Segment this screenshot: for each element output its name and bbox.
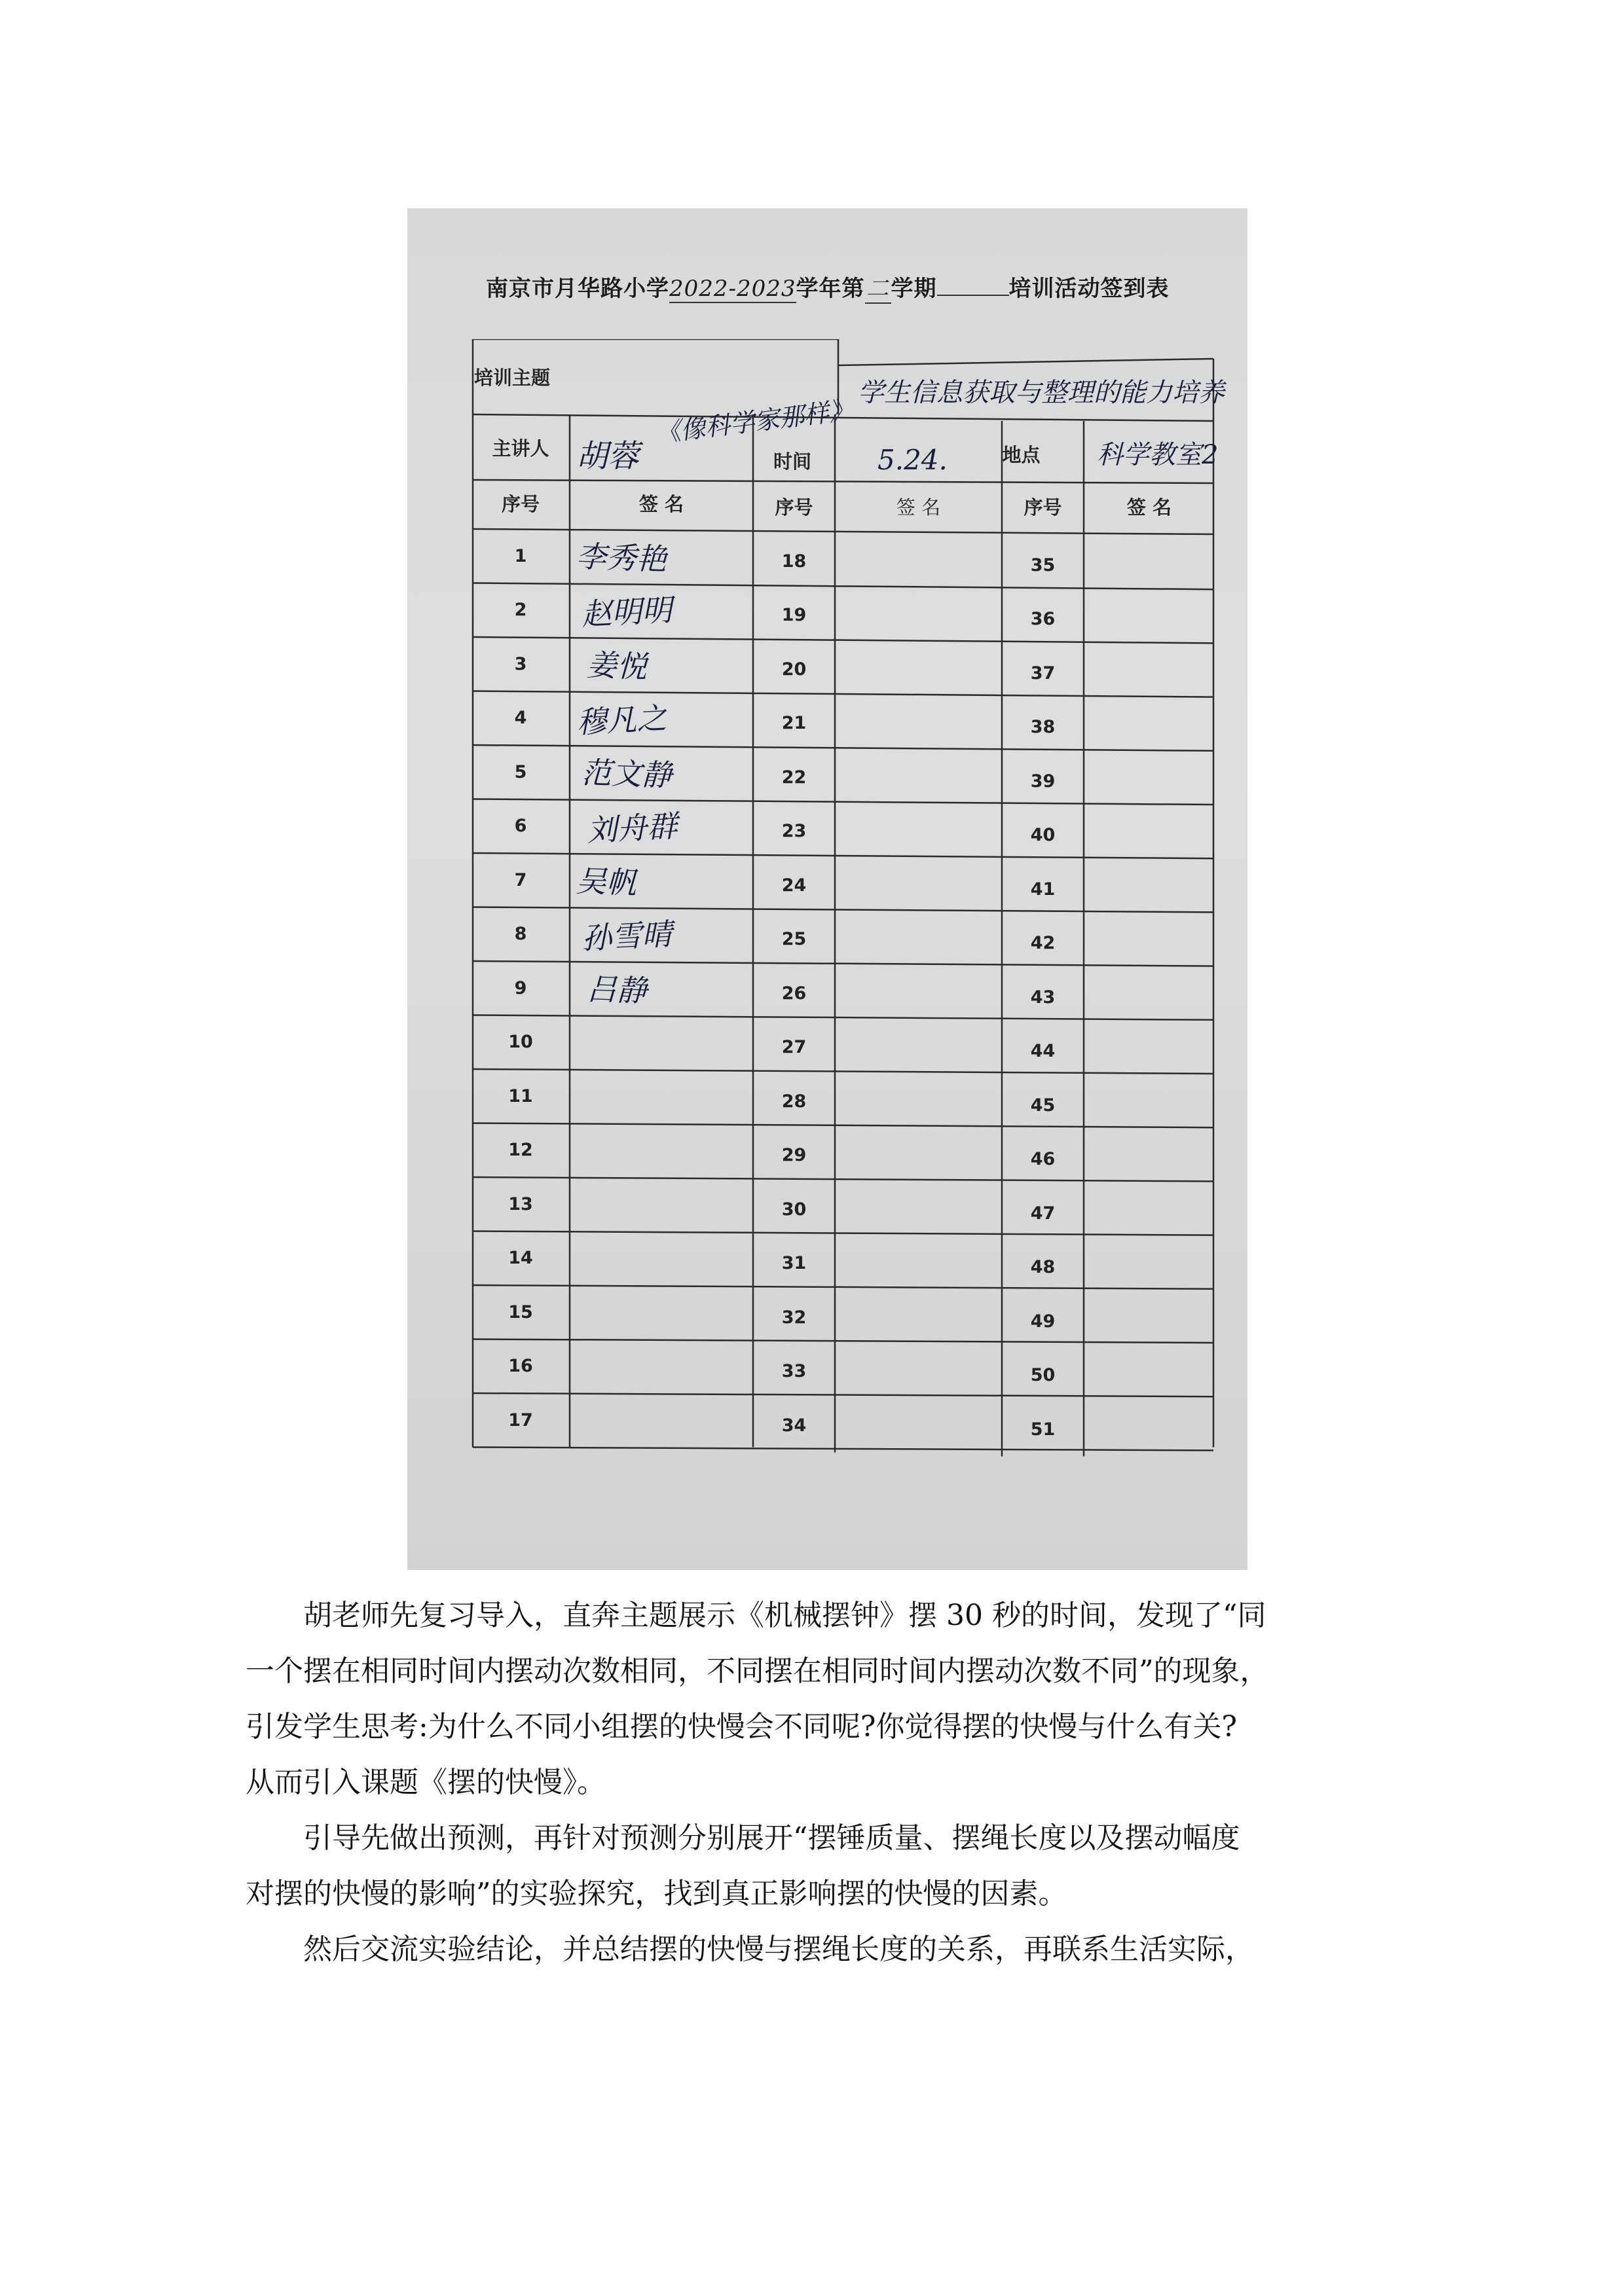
grid-line (473, 1393, 1213, 1396)
handwritten-speaker: 胡蓉 (576, 438, 640, 475)
paragraph-2 (246, 1810, 1362, 1922)
paragraph-3 (246, 1922, 1362, 1977)
form-title (486, 270, 1170, 304)
seq-col1-number: 1 (514, 545, 527, 566)
grid-line (473, 1448, 1213, 1451)
label-sign-2: 签 名 (896, 496, 941, 519)
seq-col2-number: 33 (781, 1361, 807, 1382)
label-seq-1: 序号 (501, 492, 540, 515)
seq-col3-number: 50 (1030, 1365, 1056, 1386)
seq-col3-number: 43 (1030, 987, 1056, 1008)
signature: 范文静 (580, 754, 673, 793)
grid-line (473, 799, 1213, 805)
paragraph-1-line-4: 从而引入课题《摆的快慢》。 (246, 1766, 606, 1799)
seq-col3-number: 41 (1030, 879, 1056, 900)
seq-col2-number: 27 (781, 1037, 807, 1058)
handwritten-time: 5.24. (877, 444, 948, 476)
seq-col3-number: 46 (1030, 1149, 1056, 1170)
grid-line (473, 1231, 1213, 1235)
paragraph-1 (246, 1588, 1362, 1810)
label-theme: 培训主题 (474, 367, 551, 389)
seq-col3-number: 39 (1030, 771, 1056, 792)
seq-col1-number: 12 (508, 1140, 533, 1161)
grid-line (473, 583, 1213, 590)
seq-col1-number: 9 (514, 977, 527, 998)
title-mid2: 学期 (891, 276, 937, 302)
seq-col2-number: 21 (781, 713, 807, 734)
label-speaker: 主讲人 (492, 437, 549, 460)
label-seq-2: 序号 (775, 496, 813, 519)
title-mid1: 学年第 (796, 276, 865, 302)
seq-col3-number: 49 (1030, 1311, 1056, 1332)
grid-line (473, 1177, 1213, 1181)
signature: 吴帆 (575, 863, 637, 901)
seq-col2-number: 19 (781, 605, 807, 626)
seq-col2-number: 29 (781, 1145, 807, 1166)
signature: 姜悦 (585, 647, 648, 685)
seq-col1-number: 4 (514, 708, 527, 729)
signature: 孙雪晴 (580, 915, 673, 957)
grid-line (473, 691, 1213, 697)
label-time: 时间 (773, 450, 811, 473)
seq-col2-number: 20 (781, 659, 807, 680)
seq-col3-number: 47 (1030, 1203, 1056, 1224)
seq-col2-number: 26 (781, 983, 807, 1004)
seq-col1-number: 8 (514, 924, 527, 945)
grid-line (473, 1339, 1213, 1343)
handwritten-theme-left: 《像科学家那样》 (654, 395, 855, 448)
seq-col3-number: 40 (1030, 825, 1056, 846)
seq-col3-number: 36 (1030, 609, 1056, 630)
paragraph-1-line-3: 引发学生思考:为什么不同小组摆的快慢会不同呢?你觉得摆的快慢与什么有关? (246, 1710, 1238, 1743)
label-sign-1: 签 名 (638, 492, 684, 515)
seq-col1-number: 7 (514, 869, 527, 890)
seq-col2-number: 30 (781, 1199, 807, 1220)
paragraph-1-line-1: 胡老师先复习导入，直奔主题展示《机械摆钟》摆 30 秒的时间，发现了“同 (303, 1599, 1266, 1632)
seq-col1-number: 16 (508, 1356, 533, 1377)
seq-col2-number: 18 (781, 551, 807, 572)
seq-col1-number: 17 (508, 1410, 533, 1430)
seq-col2-number: 32 (781, 1307, 807, 1328)
signature: 刘舟群 (585, 807, 678, 848)
seq-col3-number: 48 (1030, 1257, 1056, 1278)
label-sign-3: 签 名 (1126, 496, 1172, 519)
signature: 穆凡之 (575, 699, 668, 740)
label-location: 地点 (1002, 443, 1041, 466)
seq-col1-number: 11 (508, 1085, 533, 1106)
signature: 李秀艳 (575, 538, 667, 577)
paragraph-1-line-2: 一个摆在相同时间内摆动次数相同，不同摆在相同时间内摆动次数不同”的现象， (246, 1654, 1269, 1688)
seq-col2-number: 24 (781, 875, 807, 896)
title-year: 2022-2023 (669, 276, 796, 302)
signature: 赵明明 (580, 591, 673, 632)
seq-col1-number: 13 (508, 1194, 533, 1214)
seq-col2-number: 23 (781, 821, 807, 842)
paragraph-2-line-2: 对摆的快慢的影响”的实验探究，找到真正影响摆的快慢的因素。 (246, 1877, 1067, 1910)
seq-col1-number: 2 (514, 600, 527, 621)
seq-col1-number: 15 (508, 1302, 533, 1322)
seq-col3-number: 51 (1030, 1419, 1056, 1440)
grid-line (473, 1285, 1213, 1289)
title-term: 二 (865, 270, 891, 304)
label-seq-3: 序号 (1024, 496, 1062, 519)
seq-col1-number: 14 (508, 1248, 533, 1269)
signature: 吕静 (585, 971, 648, 1009)
seq-col3-number: 44 (1030, 1041, 1056, 1062)
seq-col1-number: 3 (514, 653, 527, 674)
seq-col2-number: 22 (781, 767, 807, 788)
paragraph-2-line-1: 引导先做出预测，再针对预测分别展开“摆锤质量、摆绳长度以及摆动幅度 (303, 1821, 1240, 1855)
grid-line (473, 637, 1213, 643)
seq-col2-number: 25 (781, 929, 807, 950)
seq-col3-number: 38 (1030, 717, 1056, 738)
seq-col1-number: 6 (514, 816, 527, 837)
seq-col3-number: 45 (1030, 1095, 1056, 1116)
paper-sheet (407, 208, 1247, 1570)
grid-line (838, 359, 1213, 365)
sign-in-sheet-photo (407, 208, 1247, 1570)
seq-col2-number: 28 (781, 1091, 807, 1112)
title-blank (937, 295, 1009, 296)
seq-col3-number: 37 (1030, 663, 1056, 683)
seq-col1-number: 10 (508, 1032, 533, 1053)
seq-col3-number: 42 (1030, 933, 1056, 954)
sign-in-table (471, 339, 1225, 1570)
title-school: 南京市月华路小学 (486, 276, 669, 302)
seq-col1-number: 5 (514, 761, 527, 782)
paragraph-3-line-1: 然后交流实验结论，并总结摆的快慢与摆绳长度的关系，再联系生活实际， (303, 1933, 1254, 1966)
title-end: 培训活动签到表 (1008, 276, 1170, 302)
seq-col2-number: 34 (781, 1415, 807, 1436)
grid-line (473, 1015, 1213, 1020)
grid-line (473, 907, 1213, 913)
handwritten-location: 科学教室2 (1097, 440, 1219, 470)
grid-line (473, 1123, 1213, 1128)
grid-line (473, 961, 1213, 966)
seq-col3-number: 35 (1030, 555, 1056, 575)
seq-col2-number: 31 (781, 1253, 807, 1274)
grid-line (473, 1069, 1213, 1074)
handwritten-theme-right: 学生信息获取与整理的能力培养 (858, 378, 1225, 408)
